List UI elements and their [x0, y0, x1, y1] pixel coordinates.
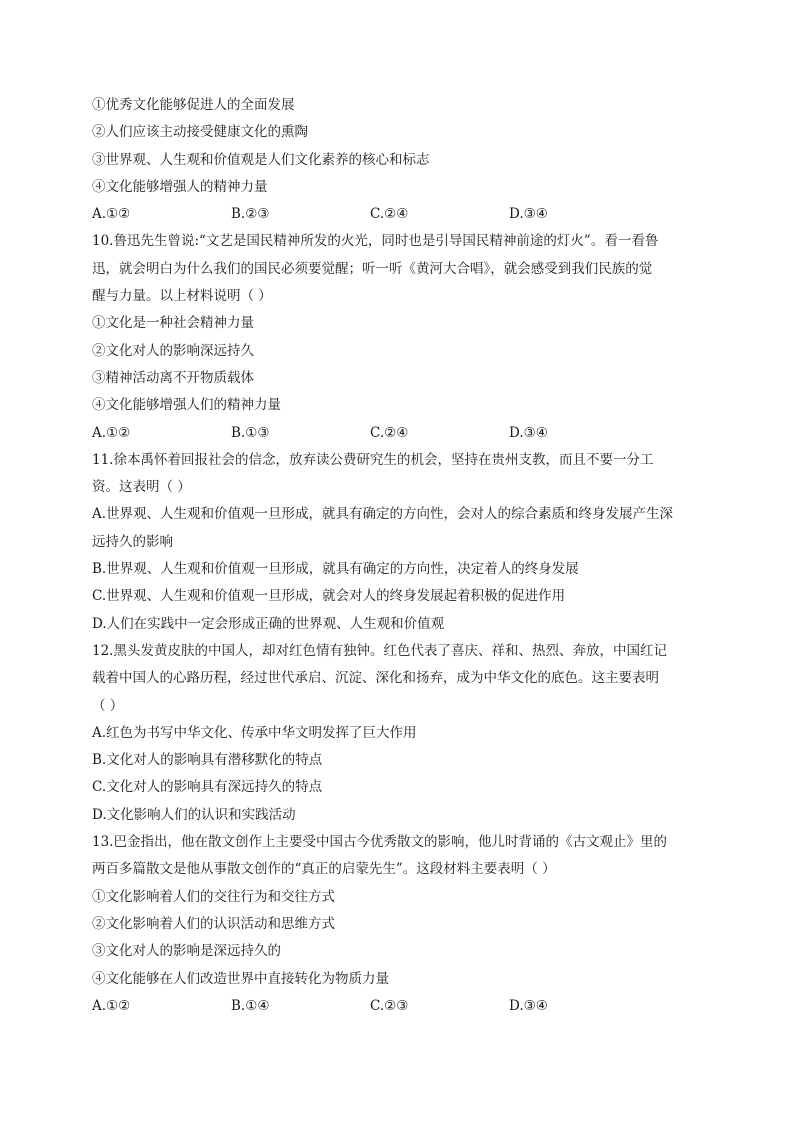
- statement-3: ③世界观、人生观和价值观是人们文化素养的核心和标志: [92, 151, 430, 168]
- choice-a-line-1: A.世界观、人生观和价值观一旦形成，就具有确定的方向性，会对人的综合素质和终身发展产生深: [92, 506, 674, 523]
- question-12: [92, 638, 712, 829]
- question-13: [92, 829, 712, 1020]
- answer-options: [92, 993, 712, 1020]
- option-a: A.①②: [92, 206, 131, 223]
- option-c: C.②④: [370, 424, 409, 441]
- option-b: B.①③: [231, 424, 270, 441]
- choice-b: B.世界观、人生观和价值观一旦形成，就具有确定的方向性，决定着人的终身发展: [92, 561, 579, 578]
- statement-1: ①优秀文化能够促进人的全面发展: [92, 97, 295, 113]
- option-b: B.②③: [231, 206, 270, 223]
- option-a: A.①②: [92, 424, 131, 441]
- question-stem-line: 资。这表明（ ）: [92, 479, 191, 496]
- option-a: A.①②: [92, 997, 131, 1014]
- choice-d: D.文化影响人们的认识和实践活动: [92, 806, 296, 823]
- question-stem-line: 10.鲁迅先生曾说:“文艺是国民精神所发的火光，同时也是引导国民精神前途的灯火”。看一看鲁: [92, 233, 659, 250]
- choice-a-line-2: 远持久的影响: [92, 533, 173, 550]
- statement-1: ①文化是一种社会精神力量: [92, 315, 254, 332]
- statement-4: ④文化能够增强人的精神力量: [92, 178, 268, 195]
- choice-a: A.红色为书写中华文化、传承中华文明发挥了巨大作用: [92, 724, 417, 741]
- statement-1: ①文化影响着人们的交往行为和交往方式: [92, 888, 335, 905]
- question-stem-line: （ ）: [92, 697, 124, 714]
- question-10: [92, 228, 712, 446]
- choice-d: D.人们在实践中一定会形成正确的世界观、人生观和价值观: [92, 615, 445, 632]
- question-stem-line: 12.黑头发黄皮肤的中国人，却对红色情有独钟。红色代表了喜庆、祥和、热烈、奔放，中国红记: [92, 642, 667, 659]
- question-stem-line: 13.巴金指出，他在散文创作上主要受中国古今优秀散文的影响，他儿时背诵的《古文观止》里的: [92, 834, 667, 851]
- question-stem-line: 醒与力量。以上材料说明（ ）: [92, 288, 272, 305]
- statement-4: ④文化能够增强人们的精神力量: [92, 397, 281, 414]
- option-d: D.③④: [509, 424, 548, 441]
- exam-page: [92, 92, 712, 1020]
- option-c: C.②④: [370, 206, 409, 223]
- statement-3: ③精神活动离不开物质载体: [92, 369, 254, 386]
- choice-b: B.文化对人的影响具有潜移默化的特点: [92, 752, 323, 769]
- question-stem-line: 载着中国人的心路历程，经过世代承启、沉淀、深化和扬弃，成为中华文化的底色。这主要表明: [92, 670, 659, 687]
- prev-question-block: [92, 92, 712, 228]
- statement-2: ②文化影响着人们的认识活动和思维方式: [92, 915, 335, 932]
- statement-2: ②文化对人的影响深远持久: [92, 342, 254, 359]
- question-stem-line: 迅，就会明白为什么我们的国民必须要觉醒；听一听《黄河大合唱》，就会感受到我们民族的觉: [92, 260, 653, 277]
- answer-options: [92, 420, 712, 447]
- option-c: C.②③: [370, 997, 409, 1014]
- choice-c: C.文化对人的影响具有深远持久的特点: [92, 779, 323, 796]
- question-stem-line: 两百多篇散文是他从事散文创作的“真正的启蒙先生”。这段材料主要表明（ ）: [92, 861, 556, 878]
- answer-options: [92, 201, 712, 228]
- option-d: D.③④: [509, 997, 548, 1014]
- option-b: B.①④: [231, 997, 270, 1014]
- question-stem-line: 11.徐本禹怀着回报社会的信念，放弃读公费研究生的机会，坚持在贵州支教，而且不要一分工: [92, 451, 654, 468]
- option-d: D.③④: [509, 206, 548, 223]
- statement-4: ④文化能够在人们改造世界中直接转化为物质力量: [92, 970, 389, 987]
- question-11: [92, 447, 712, 638]
- choice-c: C.世界观、人生观和价值观一旦形成，就会对人的终身发展起着积极的促进作用: [92, 588, 566, 605]
- statement-2: ②人们应该主动接受健康文化的熏陶: [92, 124, 308, 141]
- statement-3: ③文化对人的影响是深远持久的: [92, 943, 281, 960]
